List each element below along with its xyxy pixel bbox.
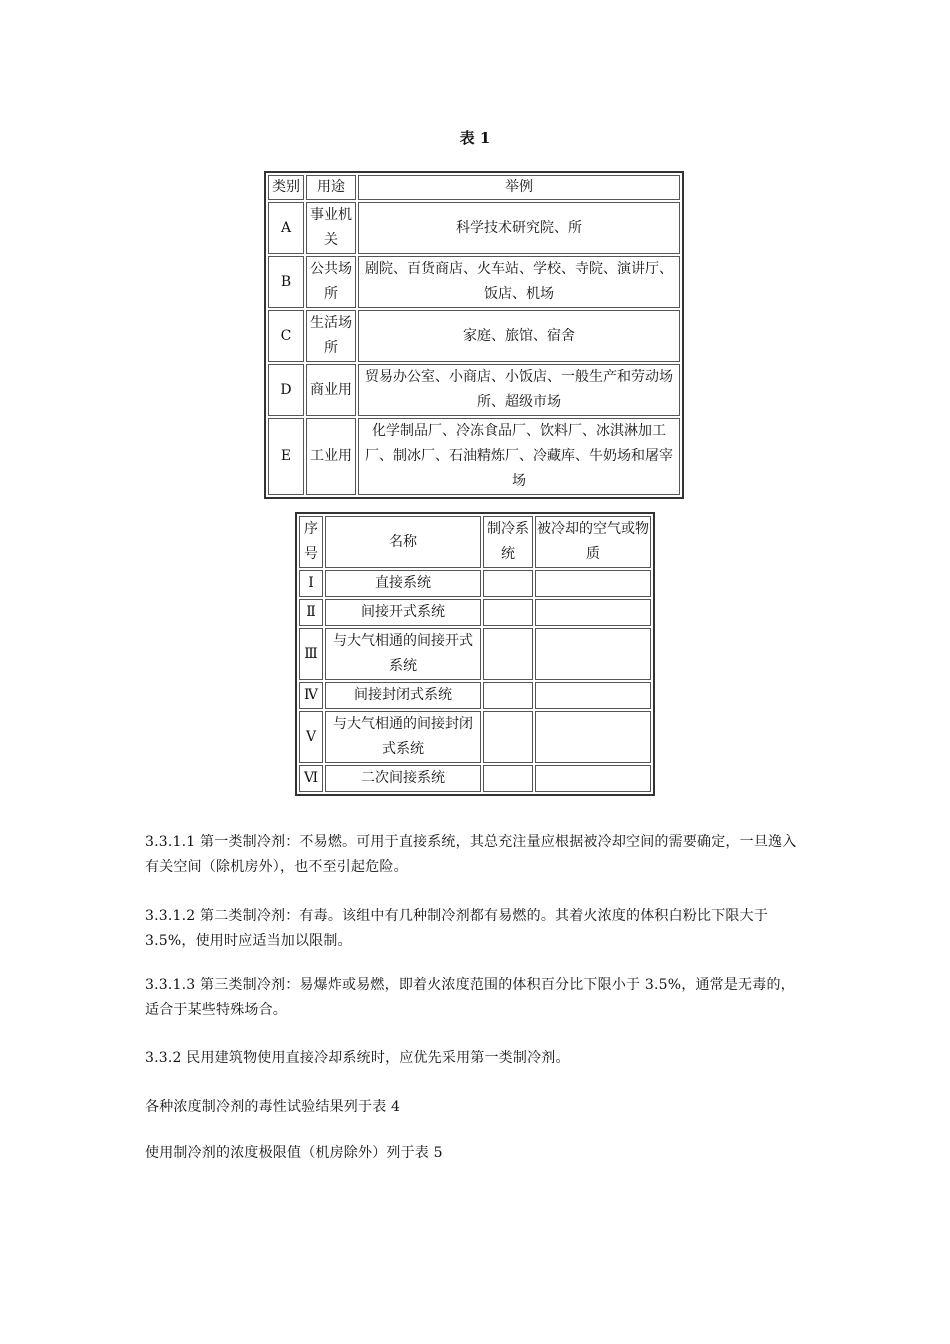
system-cell (483, 570, 533, 597)
table-header-row (268, 175, 680, 200)
table-row (299, 599, 651, 626)
number-cell: Ⅵ (299, 765, 323, 792)
number-cell: Ⅰ (299, 570, 323, 597)
medium-cell (535, 765, 651, 792)
table-row (268, 310, 680, 362)
example-cell: 化学制品厂、冷冻食品厂、饮料厂、冰淇淋加工厂、制冰厂、石油精炼厂、冷藏库、牛奶场和屠宰场 (358, 418, 680, 495)
column-header-number: 序号 (299, 516, 323, 568)
medium-cell (535, 599, 651, 626)
system-cell (483, 711, 533, 763)
column-header-cooled-medium: 被冷却的空气或物质 (535, 516, 651, 568)
table1-title: 表 1 (459, 129, 491, 147)
column-header-example: 举例 (358, 175, 680, 200)
table-row (299, 682, 651, 709)
medium-cell (535, 711, 651, 763)
system-cell (483, 765, 533, 792)
name-cell: 间接开式系统 (325, 599, 481, 626)
example-cell: 剧院、百货商店、火车站、学校、寺院、演讲厅、饭店、机场 (358, 256, 680, 308)
use-cell: 工业用 (306, 418, 356, 495)
table-row (299, 765, 651, 792)
name-cell: 直接系统 (325, 570, 481, 597)
category-cell: C (268, 310, 304, 362)
category-cell: A (268, 202, 304, 254)
medium-cell (535, 570, 651, 597)
example-cell: 家庭、旅馆、宿舍 (358, 310, 680, 362)
paragraph-table4-reference: 各种浓度制冷剂的毒性试验结果列于表 4 (145, 1099, 401, 1115)
number-cell: Ⅳ (299, 682, 323, 709)
number-cell: Ⅴ (299, 711, 323, 763)
column-header-category: 类别 (268, 175, 304, 200)
table-row (268, 202, 680, 254)
medium-cell (535, 628, 651, 680)
name-cell: 二次间接系统 (325, 765, 481, 792)
category-cell: E (268, 418, 304, 495)
system-cell (483, 682, 533, 709)
use-cell: 生活场所 (306, 310, 356, 362)
example-cell: 科学技术研究院、所 (358, 202, 680, 254)
table-header-row (299, 516, 651, 568)
refrigeration-system-table (295, 512, 655, 796)
table-row (268, 418, 680, 495)
system-cell (483, 599, 533, 626)
table-row (268, 364, 680, 416)
table-row (299, 570, 651, 597)
paragraph-class2-refrigerant: 3.3.1.2 第二类制冷剂：有毒。该组中有几种制冷剂都有易燃的。其着火浓度的体积白粉比下限大于 3.5%，使用时应适当加以限制。 (145, 908, 769, 949)
example-cell: 贸易办公室、小商店、小饭店、一般生产和劳动场所、超级市场 (358, 364, 680, 416)
category-cell: D (268, 364, 304, 416)
use-cell: 商业用 (306, 364, 356, 416)
category-cell: B (268, 256, 304, 308)
name-cell: 间接封闭式系统 (325, 682, 481, 709)
paragraph-class3-refrigerant: 3.3.1.3 第三类制冷剂：易爆炸或易燃，即着火浓度范围的体积百分比下限小于 3.5%，通常是无毒的，适合于某些特殊场合。 (145, 977, 795, 1018)
paragraph-class1-refrigerant: 3.3.1.1 第一类制冷剂：不易燃。可用于直接系统，其总充注量应根据被冷却空间的需要确定，一旦逸入有关空间（除机房外），也不至引起危险。 (145, 834, 797, 875)
paragraph-civil-building-rule: 3.3.2 民用建筑物使用直接冷却系统时，应优先采用第一类制冷剂。 (145, 1050, 570, 1066)
name-cell: 与大气相通的间接开式系统 (325, 628, 481, 680)
number-cell: Ⅱ (299, 599, 323, 626)
column-header-refrigeration-system: 制冷系统 (483, 516, 533, 568)
table-row (299, 711, 651, 763)
paragraph-table5-reference: 使用制冷剂的浓度极限值（机房除外）列于表 5 (145, 1145, 443, 1161)
use-cell: 公共场所 (306, 256, 356, 308)
system-cell (483, 628, 533, 680)
table-row (268, 256, 680, 308)
column-header-name: 名称 (325, 516, 481, 568)
number-cell: Ⅲ (299, 628, 323, 680)
medium-cell (535, 682, 651, 709)
table-row (299, 628, 651, 680)
name-cell: 与大气相通的间接封闭式系统 (325, 711, 481, 763)
column-header-use: 用途 (306, 175, 356, 200)
use-cell: 事业机关 (306, 202, 356, 254)
refrigerant-use-category-table (264, 171, 684, 499)
